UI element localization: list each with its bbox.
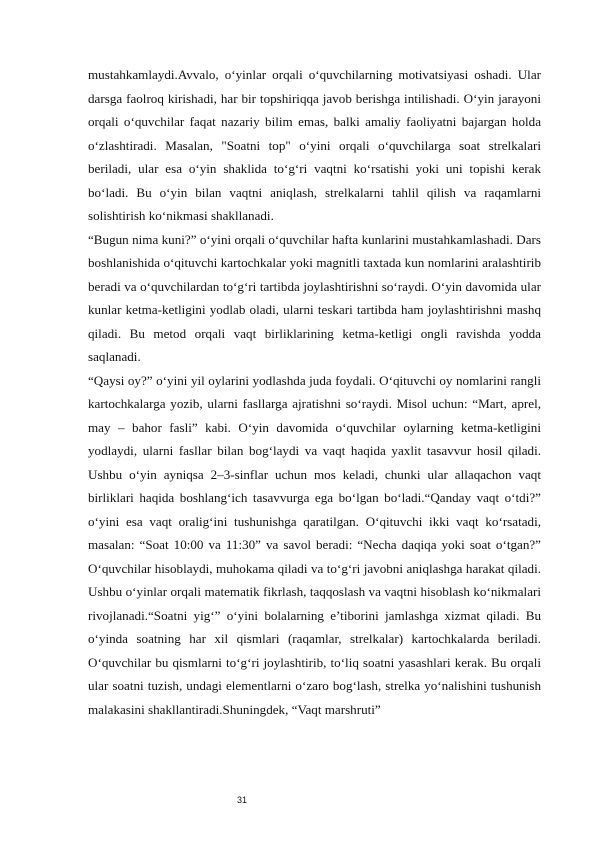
page-number: 31 xyxy=(236,795,247,805)
paragraph-1: mustahkamlaydi.Avvalo, o‘yinlar orqali o‘quvchilarning motivatsiyasi oshadi. Ular darsga faolroq kirishadi, har bir topshiriqqa javob berishga intilishadi. O‘yin jarayoni orqali o‘quvchilar faqat nazariy bilim emas, balki amaliy faoliyatni bajargan holda o‘zlashtiradi. Masalan, "Soatni top" o‘yini orqali o‘quvchilarga soat strelkalari beriladi, ular esa o‘yin shaklida to‘g‘ri vaqtni ko‘rsatishi yoki uni topishi kerak bo‘ladi. Bu o‘yin bilan vaqtni aniqlash, strelkalarni tahlil qilish va raqamlarni solishtirish ko‘nikmasi shakllanadi. xyxy=(88,67,541,223)
paragraph-3: “Qaysi oy?” o‘yini yil oylarini yodlashda juda foydali. O‘qituvchi oy nomlarini rangli kartochkalarga yozib, ularni fasllarga ajratishni so‘raydi. Misol uchun: “Mart, aprel, may – bahor fasli” kabi. O‘yin davomida o‘quvchilar oylarning ketma-ketligini yodlaydi, ularni fasllar bilan bog‘laydi va vaqt haqida yaxlit tasavvur hosil qiladi. Ushbu o‘yin ayniqsa 2–3-sinflar uchun mos keladi, chunki ular allaqachon vaqt birliklari haqida boshlang‘ich tasavvurga ega bo‘lgan bo‘ladi.“Qanday vaqt o‘tdi?” o‘yini esa vaqt oralig‘ini tushunishga qaratilgan. O‘qituvchi ikki vaqt ko‘rsatadi, masalan: “Soat 10:00 va 11:30” va savol beradi: “Necha daqiqa yoki soat o‘tgan?” O‘quvchilar hisoblaydi, muhokama qiladi va to‘g‘ri javobni aniqlashga harakat qiladi. Ushbu o‘yinlar orqali matematik fikrlash, taqqoslash va vaqtni hisoblash ko‘nikmalari rivojlanadi.“Soatni yig‘” o‘yini bolalarning e’tiborini jamlashga xizmat qiladi. Bu o‘yinda soatning har xil qismlari (raqamlar, strelkalar) kartochkalarda beriladi. O‘quvchilar bu qismlarni to‘g‘ri joylashtirib, to‘liq soatni yasashlari kerak. Bu orqali ular soatni tuzish, undagi elementlarni o‘zaro bog‘lash, strelka yo‘nalishini tushunish malakasini shakllantiradi.Shuningdek, “Vaqt marshruti” xyxy=(88,372,541,717)
paragraph-2: “Bugun nima kuni?” o‘yini orqali o‘quvchilar hafta kunlarini mustahkamlashadi. Dars boshlanishida o‘qituvchi kartochkalar yoki magnitli taxtada kun nomlarini aralashtirib beradi va o‘quvchilardan to‘g‘ri tartibda joylashtirishni so‘raydi. O‘yin davomida ular kunlar ketma-ketligini yodlab oladi, ularni teskari tartibda ham joylashtirishni mashq qiladi. Bu metod orqali vaqt birliklarining ketma-ketligi ongli ravishda yodda saqlanadi. xyxy=(88,231,541,364)
body-text xyxy=(88,63,541,721)
